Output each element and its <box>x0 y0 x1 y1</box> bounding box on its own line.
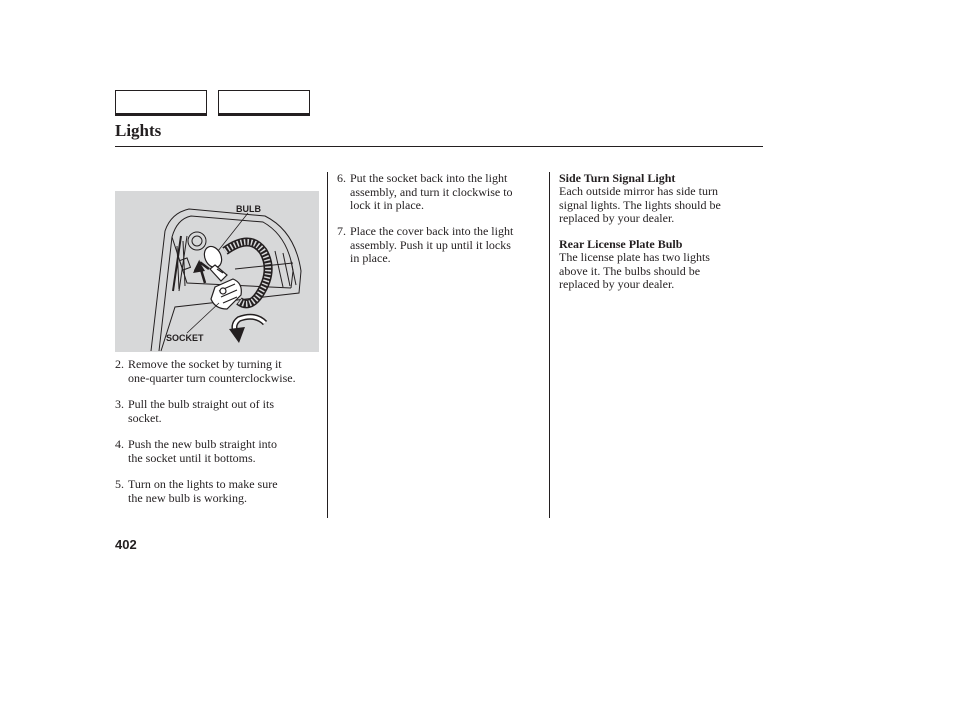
socket-leader-line <box>187 303 219 333</box>
page-title: Lights <box>115 121 162 140</box>
side-turn-signal-heading: Side Turn Signal Light <box>559 171 676 185</box>
side-turn-signal-text: Each outside mirror has side turn signal lights. The lights should be replaced by your dealer. <box>559 184 721 225</box>
illustration-drawing <box>115 191 319 352</box>
nav-tab-2[interactable] <box>218 90 310 114</box>
nav-tab-1[interactable] <box>115 90 207 114</box>
title-rule <box>115 146 763 147</box>
bulb-socket-illustration <box>115 191 319 352</box>
rear-license-plate-text: The license plate has two lights above it. The bulbs should be replaced by your dealer. <box>559 250 710 291</box>
bulb-icon <box>201 244 227 281</box>
bulb-label: BULB <box>236 204 261 214</box>
column-divider-2 <box>549 172 550 518</box>
counterclockwise-arrow-icon <box>229 317 265 343</box>
arrow-up-icon <box>193 261 209 283</box>
column-divider-1 <box>327 172 328 518</box>
socket-label: SOCKET <box>166 333 204 343</box>
page-number: 402 <box>115 537 137 552</box>
rear-license-plate-heading: Rear License Plate Bulb <box>559 237 683 251</box>
